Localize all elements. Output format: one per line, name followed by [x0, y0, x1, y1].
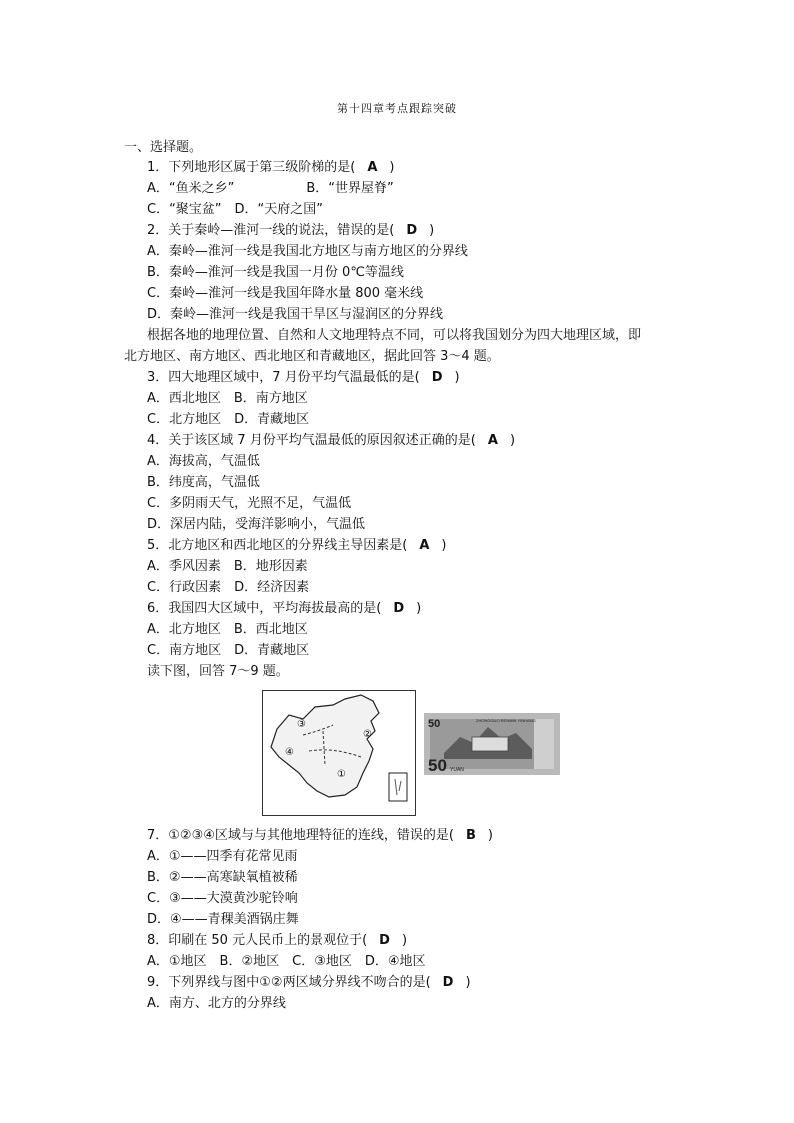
question-line [147, 389, 308, 409]
question-text: A．秦岭—淮河一线是我国北方地区与南方地区的分界线 [147, 244, 468, 259]
question-text-end: ) [441, 538, 447, 553]
question-text: 读下图，回答 7～9 题。 [147, 664, 289, 679]
question-text: 5．北方地区和西北地区的分界线主导因素是( [147, 538, 408, 553]
answer-letter: A [487, 433, 498, 448]
question-text: 4．关于该区域 7 月份平均气温最低的原因叙述正确的是( [147, 433, 476, 448]
question-line [147, 889, 298, 909]
question-text-end: ) [454, 370, 460, 385]
banknote-bank: ZHONGGUO RENMIN YINHANG [476, 718, 536, 723]
question-text: C．秦岭—淮河一线是我国年降水量 800 毫米线 [147, 286, 424, 301]
question-text: A．南方、北方的分界线 [147, 996, 286, 1011]
question-text: A．①——四季有花常见雨 [147, 849, 298, 864]
question-line [147, 242, 468, 262]
question-text: A．海拔高，气温低 [147, 454, 260, 469]
answer-letter: D [406, 223, 418, 238]
question-line [147, 158, 394, 178]
page-title: 第十四章考点跟踪突破 [337, 102, 457, 115]
question-text: A．北方地区 B．西北地区 [147, 622, 308, 637]
question-line [147, 473, 260, 493]
banknote-yuan: YUAN [450, 767, 464, 773]
question-text-end: ) [416, 601, 422, 616]
question-text: C．③——大漠黄沙驼铃响 [147, 891, 298, 906]
question-line [147, 994, 286, 1014]
question-text: 6．我国四大区域中，平均海拔最高的是( [147, 601, 382, 616]
question-text-end: ) [429, 223, 435, 238]
question-line [147, 263, 404, 283]
question-text: C．“聚宝盆” D．“天府之国” [147, 202, 324, 217]
question-text-end: ) [509, 433, 516, 448]
question-text: C．多阴雨天气，光照不足，气温低 [147, 496, 352, 511]
banknote-value-top: 50 [428, 718, 441, 730]
question-line [147, 868, 298, 888]
answer-letter: D [379, 933, 390, 948]
question-text: C．北方地区 D．青藏地区 [147, 412, 310, 427]
answer-letter: D [393, 601, 405, 616]
question-text: 8．印刷在 50 元人民币上的景观位于( [147, 933, 368, 948]
question-text: C．南方地区 D．青藏地区 [147, 643, 310, 658]
map-label-1: ① [337, 769, 346, 780]
question-line [147, 620, 308, 640]
question-line [147, 578, 309, 598]
question-text-end: ) [487, 828, 493, 843]
question-line [147, 599, 421, 619]
question-text: B．秦岭—淮河一线是我国一月份 0℃等温线 [147, 265, 404, 280]
question-line [147, 494, 351, 514]
question-line [147, 641, 309, 661]
question-text: D．秦岭—淮河一线是我国干旱区与湿润区的分界线 [147, 307, 444, 322]
answer-letter: D [431, 370, 443, 385]
question-text: 7．①②③④区域与与其他地理特征的连线，错误的是( [147, 828, 454, 843]
question-text: A．季风因素 B．地形因素 [147, 559, 308, 574]
answer-letter: A [419, 538, 430, 553]
question-line [147, 326, 641, 346]
section-heading: 一、选择题。 [124, 140, 203, 155]
question-line [147, 515, 365, 535]
question-text: 1．下列地形区属于第三级阶梯的是( [147, 160, 356, 175]
question-text: D．④——青稞美酒锅庄舞 [147, 912, 299, 927]
question-line [147, 452, 260, 472]
banknote-50-yuan [424, 713, 560, 775]
question-line [147, 431, 515, 451]
question-text: A．①地区 B．②地区 C．③地区 D．④地区 [147, 954, 426, 969]
question-line [147, 931, 407, 951]
map-label-4: ④ [285, 747, 294, 758]
question-line [147, 662, 289, 682]
question-line [147, 305, 443, 325]
question-line [147, 536, 446, 556]
map-label-2: ② [363, 729, 372, 740]
question-line [147, 221, 434, 241]
question-line [147, 557, 308, 577]
question-line [147, 200, 323, 220]
question-text: B．纬度高，气温低 [147, 475, 260, 490]
question-line [147, 179, 394, 199]
china-regions-map [262, 690, 416, 816]
question-line [147, 410, 309, 430]
question-text: B．②——高寒缺氧植被稀 [147, 870, 298, 885]
question-text: 根据各地的地理位置、自然和人文地理特点不同，可以将我国划分为四大地理区域，即 [147, 328, 642, 343]
question-text-end: B．“世界屋脊” [306, 181, 394, 196]
answer-letter: D [442, 975, 454, 990]
question-line [147, 284, 423, 304]
question-line [147, 847, 298, 867]
question-text: 9．下列界线与图中①②两区域分界线不吻合的是( [147, 975, 431, 990]
map-label-3: ③ [297, 719, 306, 730]
question-line [147, 973, 471, 993]
question-line [124, 347, 500, 367]
question-text: 北方地区、南方地区、西北地区和青藏地区，据此回答 3～4 题。 [124, 349, 500, 364]
question-text: 3．四大地理区域中，7 月份平均气温最低的是( [147, 370, 420, 385]
question-text-end: ) [389, 160, 395, 175]
question-text: A．西北地区 B．南方地区 [147, 391, 308, 406]
question-line [147, 826, 493, 846]
question-line [147, 910, 299, 930]
question-line [147, 368, 460, 388]
question-text: D．深居内陆，受海洋影响小，气温低 [147, 517, 366, 532]
answer-letter: A [367, 160, 378, 175]
question-text-end: ) [401, 933, 408, 948]
question-text: C．行政因素 D．经济因素 [147, 580, 310, 595]
banknote-value-bottom: 50 [428, 756, 447, 775]
question-line [147, 952, 426, 972]
question-text-end: ) [465, 975, 471, 990]
question-text: 2．关于秦岭—淮河一线的说法，错误的是( [147, 223, 395, 238]
question-text: A．“鱼米之乡” [147, 181, 235, 196]
answer-letter: B [465, 828, 476, 843]
